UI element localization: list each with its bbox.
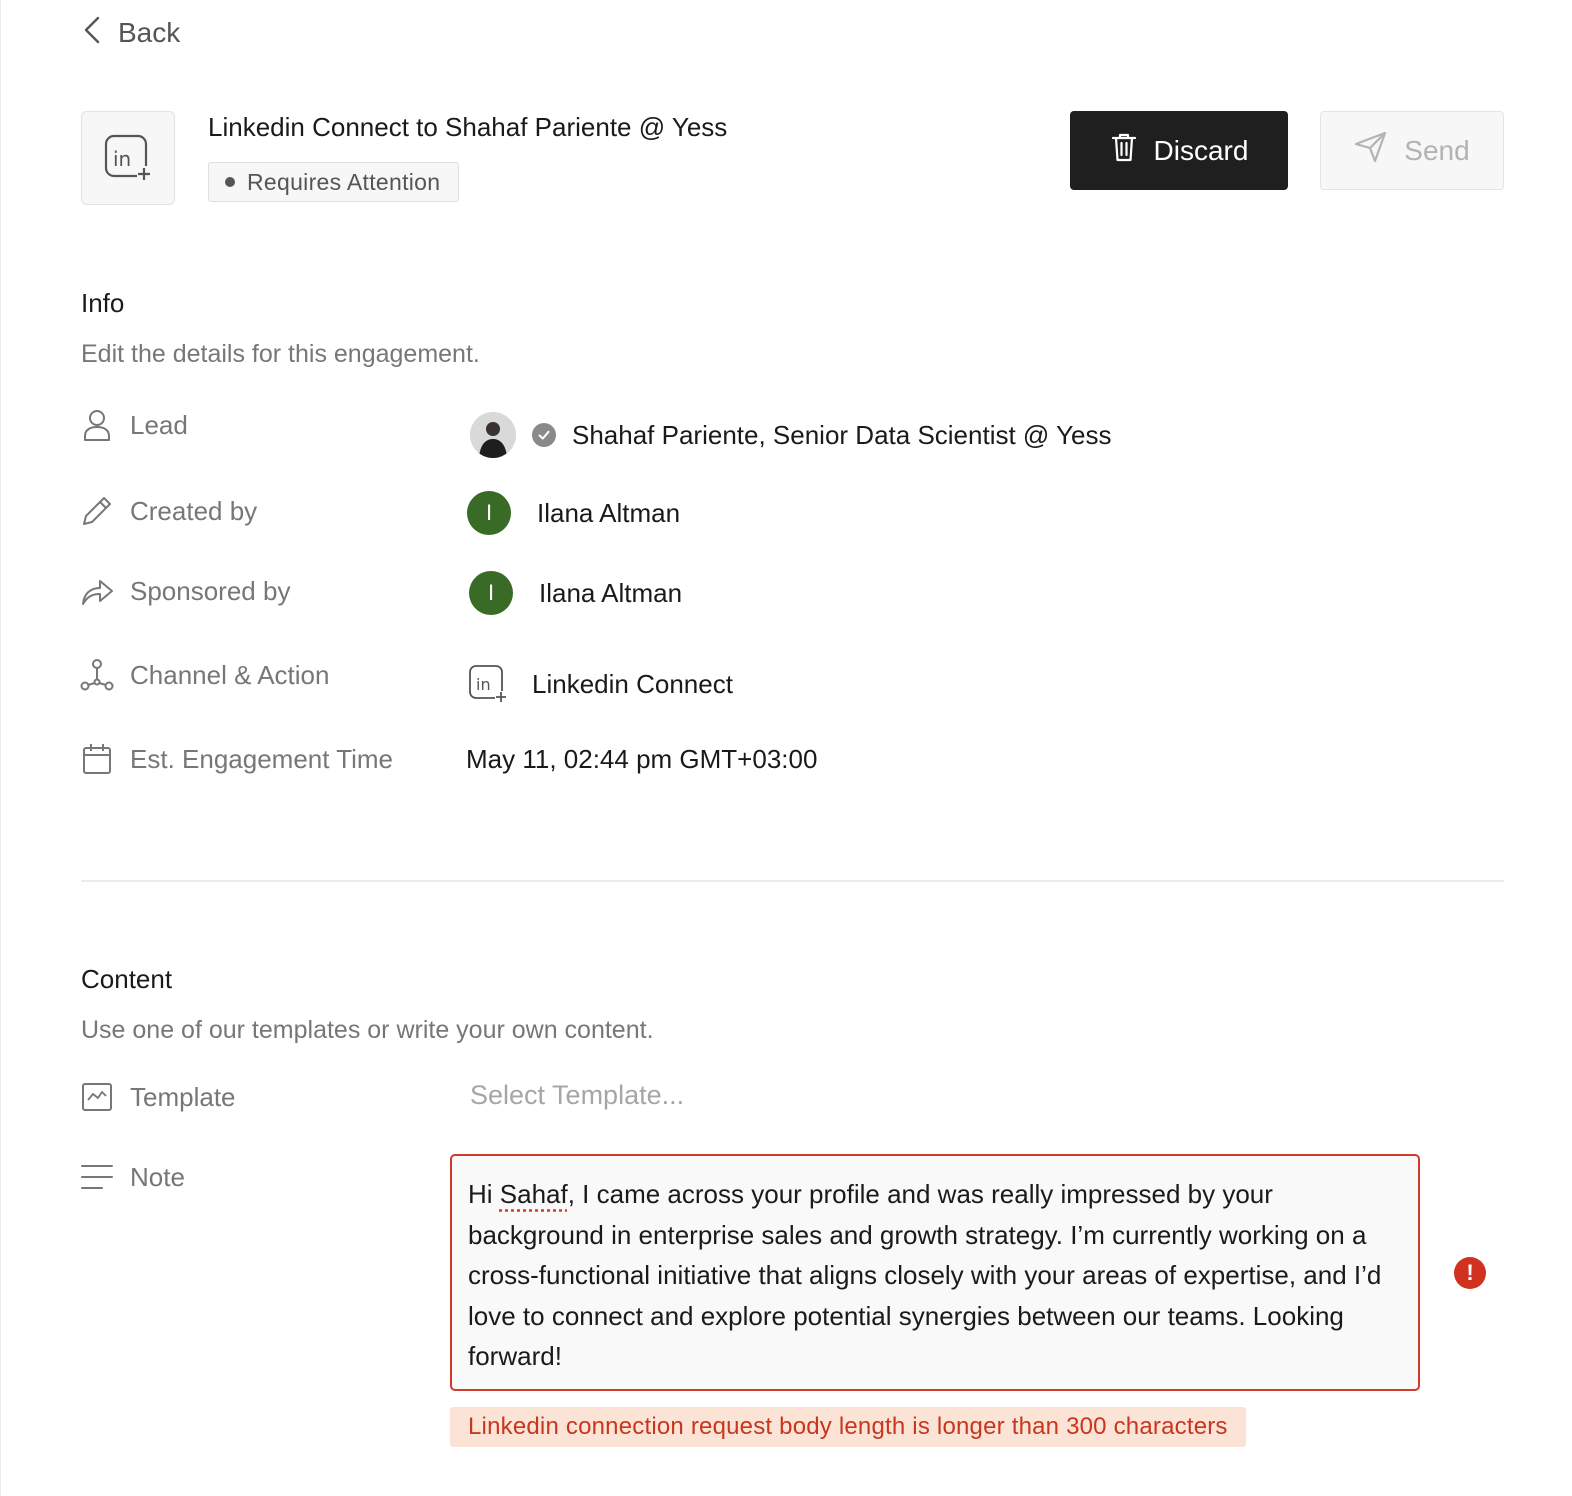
linkedin-connect-small-icon <box>468 664 508 704</box>
share-icon <box>80 574 114 608</box>
spellcheck-flagged-word: Sahaf <box>499 1179 568 1209</box>
svg-text:in: in <box>113 147 132 171</box>
back-button[interactable] <box>80 12 180 53</box>
lead-name: Shahaf Pariente, Senior Data Scientist @ Yess <box>572 419 1112 450</box>
sponsored-by-value[interactable] <box>469 571 682 615</box>
template-label: Template <box>80 1080 236 1114</box>
lead-label: Lead <box>80 408 188 442</box>
content-section-subtitle: Use one of our templates or write your own content. <box>81 1016 654 1044</box>
engagement-time-label: Est. Engagement Time <box>80 742 393 776</box>
trash-icon <box>1110 131 1138 170</box>
sponsor-name: Ilana Altman <box>539 577 683 608</box>
page-title: Linkedin Connect to Shahaf Pariente @ Yess <box>208 112 728 142</box>
back-label: Back <box>118 16 181 48</box>
info-section-title: Info <box>81 288 125 318</box>
channel-name: Linkedin Connect <box>532 668 733 699</box>
lead-avatar <box>470 412 516 458</box>
user-icon <box>80 408 114 442</box>
creator-name: Ilana Altman <box>537 497 681 528</box>
info-section-subtitle: Edit the details for this engagement. <box>81 340 480 368</box>
sponsored-by-label: Sponsored by <box>80 574 290 608</box>
content-section-title: Content <box>81 964 173 994</box>
pencil-icon <box>80 494 114 528</box>
note-textarea[interactable]: Hi Sahaf, I came across your profile and was really impressed by your background in enterprise sales and growth strategy. I’m currently working on a cross-functional initiative that aligns closely with your areas of expertise, and I’d love to connect and explore potential synergies between our teams. Looking forward! <box>450 1154 1420 1391</box>
menu-lines-icon <box>80 1160 114 1194</box>
linkedin-connect-icon <box>81 111 175 205</box>
status-badge-label: Requires Attention <box>247 168 441 195</box>
discard-button[interactable] <box>1070 111 1288 190</box>
error-icon: ! <box>1454 1257 1486 1289</box>
page-left-border <box>0 0 1 1496</box>
created-by-value[interactable] <box>467 491 680 535</box>
section-divider <box>81 880 1504 882</box>
template-select[interactable]: Select Template... <box>470 1080 685 1110</box>
note-label: Note <box>80 1160 185 1194</box>
calendar-icon <box>80 742 114 776</box>
status-dot <box>225 177 235 187</box>
discard-label: Discard <box>1153 134 1249 166</box>
created-by-label: Created by <box>80 494 257 528</box>
send-button[interactable] <box>1320 111 1504 190</box>
creator-avatar: I <box>467 491 511 535</box>
template-icon <box>80 1080 114 1114</box>
svg-text:in: in <box>476 675 491 694</box>
channel-action-label: Channel & Action <box>80 658 329 692</box>
send-icon <box>1354 131 1388 170</box>
sponsor-avatar: I <box>469 571 513 615</box>
verified-check-icon <box>532 423 556 447</box>
send-label: Send <box>1404 134 1470 166</box>
error-message: Linkedin connection request body length is longer than 300 characters <box>450 1407 1246 1447</box>
chevron-left-icon <box>80 12 102 53</box>
channel-action-value[interactable] <box>468 664 733 704</box>
status-badge <box>208 162 459 202</box>
network-icon <box>80 658 114 692</box>
lead-value[interactable] <box>470 412 1112 458</box>
engagement-time-value[interactable]: May 11, 02:44 pm GMT+03:00 <box>466 744 818 774</box>
